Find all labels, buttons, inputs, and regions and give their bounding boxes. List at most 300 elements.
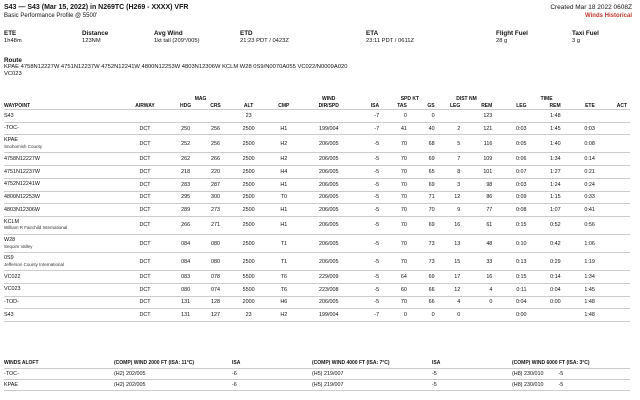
col-cmp: CMP xyxy=(278,103,290,109)
winds-waypoint: -TOC- xyxy=(4,369,114,380)
nav-ete: 0:03 xyxy=(564,122,598,135)
winds-6000-header: (COMP) WIND 6000 FT (ISA: 3°C) xyxy=(512,358,630,369)
nav-row xyxy=(4,253,630,271)
nav-row xyxy=(4,191,630,204)
nav-time-rem: 1:24 xyxy=(529,178,563,191)
nav-wind-dir-spd: 199/004 xyxy=(301,122,357,135)
nav-time-leg: 0:00 xyxy=(495,309,529,322)
nav-dist-leg: 15 xyxy=(438,253,464,271)
winds-aloft-header xyxy=(4,358,630,369)
nav-crs xyxy=(201,110,231,123)
nav-gs: 40 xyxy=(410,122,438,135)
nav-airway: DCT xyxy=(119,166,170,179)
nav-dist-leg: 0 xyxy=(438,309,464,322)
nav-isa: -7 xyxy=(356,122,382,135)
nav-gs: 0 xyxy=(410,110,438,123)
winds-row xyxy=(4,369,630,380)
nav-row xyxy=(4,283,630,296)
nav-airway: DCT xyxy=(119,271,170,284)
nav-time-rem xyxy=(529,309,563,322)
nav-isa: -5 xyxy=(356,235,382,253)
waypoint-ident: KPAE xyxy=(4,137,18,144)
nav-alt: 2500 xyxy=(230,253,266,271)
nav-cmp: T6 xyxy=(267,271,301,284)
nav-act xyxy=(598,253,630,271)
nav-hdg: 084 xyxy=(171,235,201,253)
nav-isa: -5 xyxy=(356,296,382,309)
nav-dist-rem xyxy=(463,309,495,322)
nav-dist-rem: 61 xyxy=(463,216,495,234)
nav-tas: 70 xyxy=(382,216,410,234)
nav-tas: 70 xyxy=(382,253,410,271)
nav-crs: 256 xyxy=(201,135,231,153)
nav-ete: 1:34 xyxy=(564,271,598,284)
nav-tas: 70 xyxy=(382,191,410,204)
nav-wind-dir-spd: 206/005 xyxy=(301,191,357,204)
winds-aloft-label: WINDS ALOFT xyxy=(4,358,114,369)
nav-hdg: 283 xyxy=(171,178,201,191)
nav-row xyxy=(4,110,630,123)
nav-waypoint xyxy=(4,283,119,296)
col-time-leg: LEG xyxy=(516,103,527,109)
nav-crs: 074 xyxy=(201,283,231,296)
nav-dist-rem: 33 xyxy=(463,253,495,271)
col-isa: ISA xyxy=(370,103,380,109)
nav-row xyxy=(4,309,630,322)
nav-gs: 73 xyxy=(410,235,438,253)
nav-tas: 41 xyxy=(382,122,410,135)
nav-ete: 0:14 xyxy=(564,153,598,166)
nav-isa: -5 xyxy=(356,204,382,217)
nav-airway: DCT xyxy=(119,309,170,322)
nav-wind-dir-spd: 206/005 xyxy=(301,235,357,253)
summary-ete: ETE 1h48m xyxy=(4,30,22,44)
nav-alt: 5500 xyxy=(230,283,266,296)
nav-row xyxy=(4,235,630,253)
nav-ete: 0:41 xyxy=(564,204,598,217)
nav-dist-leg: 13 xyxy=(438,235,464,253)
nav-wind-dir-spd: 206/005 xyxy=(301,296,357,309)
nav-alt: 5500 xyxy=(230,271,266,284)
nav-alt: 2000 xyxy=(230,296,266,309)
col-hdg: HDG xyxy=(180,103,192,109)
nav-hdg: 083 xyxy=(171,271,201,284)
nav-dist-leg: 9 xyxy=(438,204,464,217)
col-ete: ETE xyxy=(585,103,595,109)
nav-gs: 69 xyxy=(410,216,438,234)
summary-avg-wind: Avg Wind 1kt tail (209°/005) xyxy=(154,30,200,44)
nav-dist-leg: 16 xyxy=(438,216,464,234)
nav-alt: 2500 xyxy=(230,191,266,204)
nav-crs: 220 xyxy=(201,166,231,179)
nav-dist-leg: 3 xyxy=(438,178,464,191)
nav-dist-rem: 101 xyxy=(463,166,495,179)
nav-time-rem: 1:45 xyxy=(529,122,563,135)
nav-airway: DCT xyxy=(119,153,170,166)
nav-act xyxy=(598,296,630,309)
nav-airway xyxy=(119,110,170,123)
nav-tas: 0 xyxy=(382,110,410,123)
time-group-header: TIME xyxy=(540,96,553,102)
nav-airway: DCT xyxy=(119,191,170,204)
route-string: KPAE 4758N12227W 4751N12237W 4752N12241W 4800N12253W 4803N12306W KCLM W28 0S9/N0070A055 VC022/N0009A020 xyxy=(4,64,348,70)
nav-time-rem: 1:34 xyxy=(529,153,563,166)
nav-dist-leg: 2 xyxy=(438,122,464,135)
nav-gs: 69 xyxy=(410,153,438,166)
nav-wind-dir-spd: 206/005 xyxy=(301,166,357,179)
nav-group-header xyxy=(4,95,630,102)
nav-cmp: H2 xyxy=(267,309,301,322)
nav-cmp: T1 xyxy=(267,235,301,253)
waypoint-ident: -TOD- xyxy=(4,299,19,306)
nav-alt: 2500 xyxy=(230,235,266,253)
nav-dist-leg: 4 xyxy=(438,296,464,309)
nav-crs: 256 xyxy=(201,122,231,135)
nav-time-leg: 0:11 xyxy=(495,283,529,296)
nav-gs: 65 xyxy=(410,166,438,179)
nav-dist-leg: 17 xyxy=(438,271,464,284)
waypoint-ident: 4803N12306W xyxy=(4,206,40,213)
col-dir-spd: DIR/SPD xyxy=(318,103,339,109)
nav-hdg: 131 xyxy=(171,296,201,309)
nav-cmp: H2 xyxy=(267,153,301,166)
nav-hdg: 289 xyxy=(171,204,201,217)
nav-dist-leg xyxy=(438,110,464,123)
nav-isa: -5 xyxy=(356,178,382,191)
winds-4000-isa: -5 xyxy=(432,369,512,380)
nav-time-rem: 1:07 xyxy=(529,204,563,217)
winds-4000-value: (H5) 219/007 xyxy=(312,369,432,380)
nav-isa: -5 xyxy=(356,216,382,234)
nav-waypoint xyxy=(4,135,119,153)
nav-waypoint xyxy=(4,110,119,123)
nav-dist-leg: 5 xyxy=(438,135,464,153)
waypoint-ident: W28 xyxy=(4,237,16,244)
nav-dist-rem: 86 xyxy=(463,191,495,204)
summary-eta: ETA 23:11 PDT / 0611Z xyxy=(366,30,415,44)
nav-dist-rem: 77 xyxy=(463,204,495,217)
winds-4000-header: (COMP) WIND 4000 FT (ISA: 7°C) xyxy=(312,358,432,369)
col-crs: CRS xyxy=(210,103,221,109)
nav-dist-rem: 121 xyxy=(463,122,495,135)
nav-act xyxy=(598,166,630,179)
waypoint-ident: 4751N12237W xyxy=(4,168,40,175)
waypoint-ident: S43 xyxy=(4,112,14,119)
nav-crs: 127 xyxy=(201,309,231,322)
nav-act xyxy=(598,309,630,322)
nav-tas: 70 xyxy=(382,178,410,191)
nav-time-leg: 0:04 xyxy=(495,296,529,309)
nav-isa: -5 xyxy=(356,271,382,284)
dist-group-header: DIST NM xyxy=(456,96,477,102)
mag-group-header: MAG xyxy=(194,96,207,102)
nav-waypoint xyxy=(4,271,119,284)
nav-row xyxy=(4,178,630,191)
nav-gs: 66 xyxy=(410,283,438,296)
nav-tas: 70 xyxy=(382,296,410,309)
nav-time-rem: 1:48 xyxy=(529,110,563,123)
nav-dist-rem: 109 xyxy=(463,153,495,166)
nav-ete: 0:21 xyxy=(564,166,598,179)
nav-hdg: 080 xyxy=(171,283,201,296)
col-waypoint: WAYPOINT xyxy=(4,103,31,109)
nav-gs: 69 xyxy=(410,271,438,284)
nav-tas: 70 xyxy=(382,204,410,217)
nav-waypoint xyxy=(4,296,119,309)
nav-tas: 60 xyxy=(382,283,410,296)
nav-crs: 273 xyxy=(201,204,231,217)
nav-airway: DCT xyxy=(119,178,170,191)
nav-waypoint xyxy=(4,122,119,135)
nav-waypoint xyxy=(4,191,119,204)
nav-act xyxy=(598,178,630,191)
nav-waypoint xyxy=(4,253,119,271)
nav-ete: 1:48 xyxy=(564,296,598,309)
col-airway: AIRWAY xyxy=(135,103,155,109)
winds-6000-value: (H8) 230/010 -5 xyxy=(512,380,630,391)
nav-isa: -5 xyxy=(356,191,382,204)
waypoint-ident: 0S9 xyxy=(4,255,14,262)
winds-2000-isa: -6 xyxy=(232,369,312,380)
winds-4000-value: (H5) 219/007 xyxy=(312,380,432,391)
nav-ete: 1:45 xyxy=(564,283,598,296)
route-section xyxy=(4,57,564,78)
winds-historical-label: Winds Historical xyxy=(585,13,632,19)
nav-row xyxy=(4,166,630,179)
nav-time-leg: 0:07 xyxy=(495,166,529,179)
nav-time-rem: 0:29 xyxy=(529,253,563,271)
performance-profile: Basic Performance Profile @ 5500' xyxy=(4,13,98,19)
nav-act xyxy=(598,283,630,296)
nav-ete: 1:48 xyxy=(564,309,598,322)
nav-isa: -5 xyxy=(356,283,382,296)
nav-alt: 2500 xyxy=(230,178,266,191)
nav-wind-dir-spd: 206/005 xyxy=(301,135,357,153)
nav-column-header xyxy=(4,102,630,110)
nav-crs: 078 xyxy=(201,271,231,284)
summary-etd: ETD 21:23 PDT / 0423Z xyxy=(240,30,289,44)
nav-wind-dir-spd: 206/005 xyxy=(301,216,357,234)
nav-dist-leg: 7 xyxy=(438,153,464,166)
nav-wind-dir-spd: 206/005 xyxy=(301,178,357,191)
nav-hdg xyxy=(171,110,201,123)
nav-act xyxy=(598,271,630,284)
nav-time-leg: 0:15 xyxy=(495,216,529,234)
nav-dist-leg: 12 xyxy=(438,191,464,204)
nav-time-leg: 0:10 xyxy=(495,235,529,253)
nav-crs: 080 xyxy=(201,235,231,253)
nav-dist-rem: 98 xyxy=(463,178,495,191)
nav-alt: 23 xyxy=(230,110,266,123)
nav-dist-leg: 12 xyxy=(438,283,464,296)
winds-2000-value: (H2) 202/005 xyxy=(114,380,232,391)
nav-tas: 70 xyxy=(382,235,410,253)
nav-isa: -5 xyxy=(356,253,382,271)
nav-ete: 1:06 xyxy=(564,235,598,253)
nav-tas: 64 xyxy=(382,271,410,284)
nav-time-leg: 0:09 xyxy=(495,191,529,204)
waypoint-ident: VC022 xyxy=(4,273,21,280)
nav-cmp: H4 xyxy=(267,166,301,179)
waypoint-name: Snohomish County xyxy=(4,143,43,149)
col-dist-rem: REM xyxy=(481,103,493,109)
nav-isa: -5 xyxy=(356,166,382,179)
nav-gs: 66 xyxy=(410,296,438,309)
nav-hdg: 252 xyxy=(171,135,201,153)
winds-2000-header: (COMP) WIND 2000 FT (ISA: 11°C) xyxy=(114,358,232,369)
flight-title: S43 — S43 (Mar 15, 2022) in N269TC (H269 - XXXX) VFR xyxy=(4,4,189,11)
nav-hdg: 266 xyxy=(171,216,201,234)
waypoint-ident: 4800N12253W xyxy=(4,194,40,201)
route-label: Route xyxy=(4,57,22,64)
nav-alt: 2500 xyxy=(230,153,266,166)
nav-time-rem: 1:40 xyxy=(529,135,563,153)
nav-time-rem: 0:52 xyxy=(529,216,563,234)
nav-wind-dir-spd: 229/009 xyxy=(301,271,357,284)
nav-time-rem: 1:27 xyxy=(529,166,563,179)
nav-gs: 70 xyxy=(410,204,438,217)
winds-2000-isa-header: ISA xyxy=(232,358,312,369)
nav-time-leg: 0:08 xyxy=(495,204,529,217)
nav-gs: 69 xyxy=(410,178,438,191)
nav-cmp: H2 xyxy=(267,135,301,153)
waypoint-name: Jefferson County International xyxy=(4,261,64,267)
nav-time-leg: 0:03 xyxy=(495,122,529,135)
nav-airway: DCT xyxy=(119,204,170,217)
nav-ete: 1:19 xyxy=(564,253,598,271)
nav-time-leg: 0:05 xyxy=(495,135,529,153)
winds-row xyxy=(4,380,630,391)
nav-wind-dir-spd: 206/005 xyxy=(301,253,357,271)
created-timestamp: Created Mar 18 2022 0608Z xyxy=(550,4,632,11)
nav-tas: 70 xyxy=(382,166,410,179)
nav-row xyxy=(4,271,630,284)
nav-dist-leg: 8 xyxy=(438,166,464,179)
nav-ete: 0:56 xyxy=(564,216,598,234)
nav-crs: 128 xyxy=(201,296,231,309)
nav-tas: 70 xyxy=(382,135,410,153)
spd-group-header: SPD KT xyxy=(400,96,420,102)
nav-cmp: T1 xyxy=(267,253,301,271)
nav-gs: 0 xyxy=(410,309,438,322)
nav-row xyxy=(4,122,630,135)
nav-act xyxy=(598,110,630,123)
nav-airway: DCT xyxy=(119,122,170,135)
nav-act xyxy=(598,191,630,204)
nav-hdg: 084 xyxy=(171,253,201,271)
nav-time-leg: 0:13 xyxy=(495,253,529,271)
nav-dist-rem: 123 xyxy=(463,110,495,123)
winds-2000-value: (H2) 202/005 xyxy=(114,369,232,380)
nav-time-leg xyxy=(495,110,529,123)
nav-row xyxy=(4,216,630,234)
nav-isa: -5 xyxy=(356,153,382,166)
winds-waypoint: KPAE xyxy=(4,380,114,391)
nav-cmp: H1 xyxy=(267,216,301,234)
waypoint-name: William R Fairchild International xyxy=(4,225,68,231)
col-dist-leg: LEG xyxy=(449,103,461,109)
nav-waypoint xyxy=(4,166,119,179)
nav-time-rem: 0:14 xyxy=(529,271,563,284)
nav-isa: -7 xyxy=(356,309,382,322)
nav-waypoint xyxy=(4,178,119,191)
nav-time-leg: 0:03 xyxy=(495,178,529,191)
summary-distance: Distance 123NM xyxy=(82,30,109,44)
nav-airway: DCT xyxy=(119,253,170,271)
nav-act xyxy=(598,153,630,166)
waypoint-ident: S43 xyxy=(4,311,14,318)
nav-log-table xyxy=(4,95,630,322)
nav-time-rem: 1:15 xyxy=(529,191,563,204)
nav-time-rem: 0:04 xyxy=(529,283,563,296)
nav-row xyxy=(4,204,630,217)
nav-hdg: 262 xyxy=(171,153,201,166)
nav-dist-rem: 48 xyxy=(463,235,495,253)
route-string-cont: VC023 xyxy=(4,71,22,77)
nav-alt: 2500 xyxy=(230,166,266,179)
nav-time-leg: 0:15 xyxy=(495,271,529,284)
waypoint-ident: -TOC- xyxy=(4,125,19,132)
nav-tas: 70 xyxy=(382,153,410,166)
summary-taxi-fuel: Taxi Fuel 3 g xyxy=(572,30,599,44)
col-time-rem: REM xyxy=(549,103,561,109)
winds-4000-isa-header: ISA xyxy=(432,358,512,369)
nav-ete: 0:24 xyxy=(564,178,598,191)
wind-group-header: WIND xyxy=(322,96,336,102)
nav-time-rem: 0:42 xyxy=(529,235,563,253)
col-alt: ALT xyxy=(243,103,254,109)
nav-crs: 266 xyxy=(201,153,231,166)
nav-airway: DCT xyxy=(119,216,170,234)
nav-time-rem: 0:00 xyxy=(529,296,563,309)
nav-alt: 2500 xyxy=(230,135,266,153)
nav-act xyxy=(598,204,630,217)
col-tas: TAS xyxy=(397,103,407,109)
nav-wind-dir-spd: 206/005 xyxy=(301,153,357,166)
nav-tas: 0 xyxy=(382,309,410,322)
nav-isa: -7 xyxy=(356,110,382,123)
col-gs: GS xyxy=(427,103,435,109)
nav-waypoint xyxy=(4,309,119,322)
nav-cmp: H1 xyxy=(267,178,301,191)
winds-4000-isa: -5 xyxy=(432,380,512,391)
nav-hdg: 131 xyxy=(171,309,201,322)
nav-wind-dir-spd xyxy=(301,110,357,123)
nav-wind-dir-spd: 206/005 xyxy=(301,204,357,217)
nav-isa: -5 xyxy=(356,135,382,153)
nav-ete: 0:33 xyxy=(564,191,598,204)
nav-waypoint xyxy=(4,204,119,217)
waypoint-ident: KCLM xyxy=(4,218,19,225)
nav-dist-rem: 4 xyxy=(463,283,495,296)
nav-waypoint xyxy=(4,216,119,234)
nav-cmp: H1 xyxy=(267,204,301,217)
nav-gs: 68 xyxy=(410,135,438,153)
nav-cmp: T0 xyxy=(267,191,301,204)
summary-flight-fuel: Flight Fuel 28 g xyxy=(496,30,528,44)
waypoint-name: Sequim Valley xyxy=(4,243,33,249)
nav-hdg: 250 xyxy=(171,122,201,135)
nav-ete xyxy=(564,110,598,123)
nav-crs: 080 xyxy=(201,253,231,271)
nav-dist-rem: 116 xyxy=(463,135,495,153)
nav-airway: DCT xyxy=(119,135,170,153)
nav-waypoint xyxy=(4,153,119,166)
nav-dist-rem: 16 xyxy=(463,271,495,284)
nav-cmp: H6 xyxy=(267,296,301,309)
nav-wind-dir-spd: 223/008 xyxy=(301,283,357,296)
nav-airway: DCT xyxy=(119,235,170,253)
